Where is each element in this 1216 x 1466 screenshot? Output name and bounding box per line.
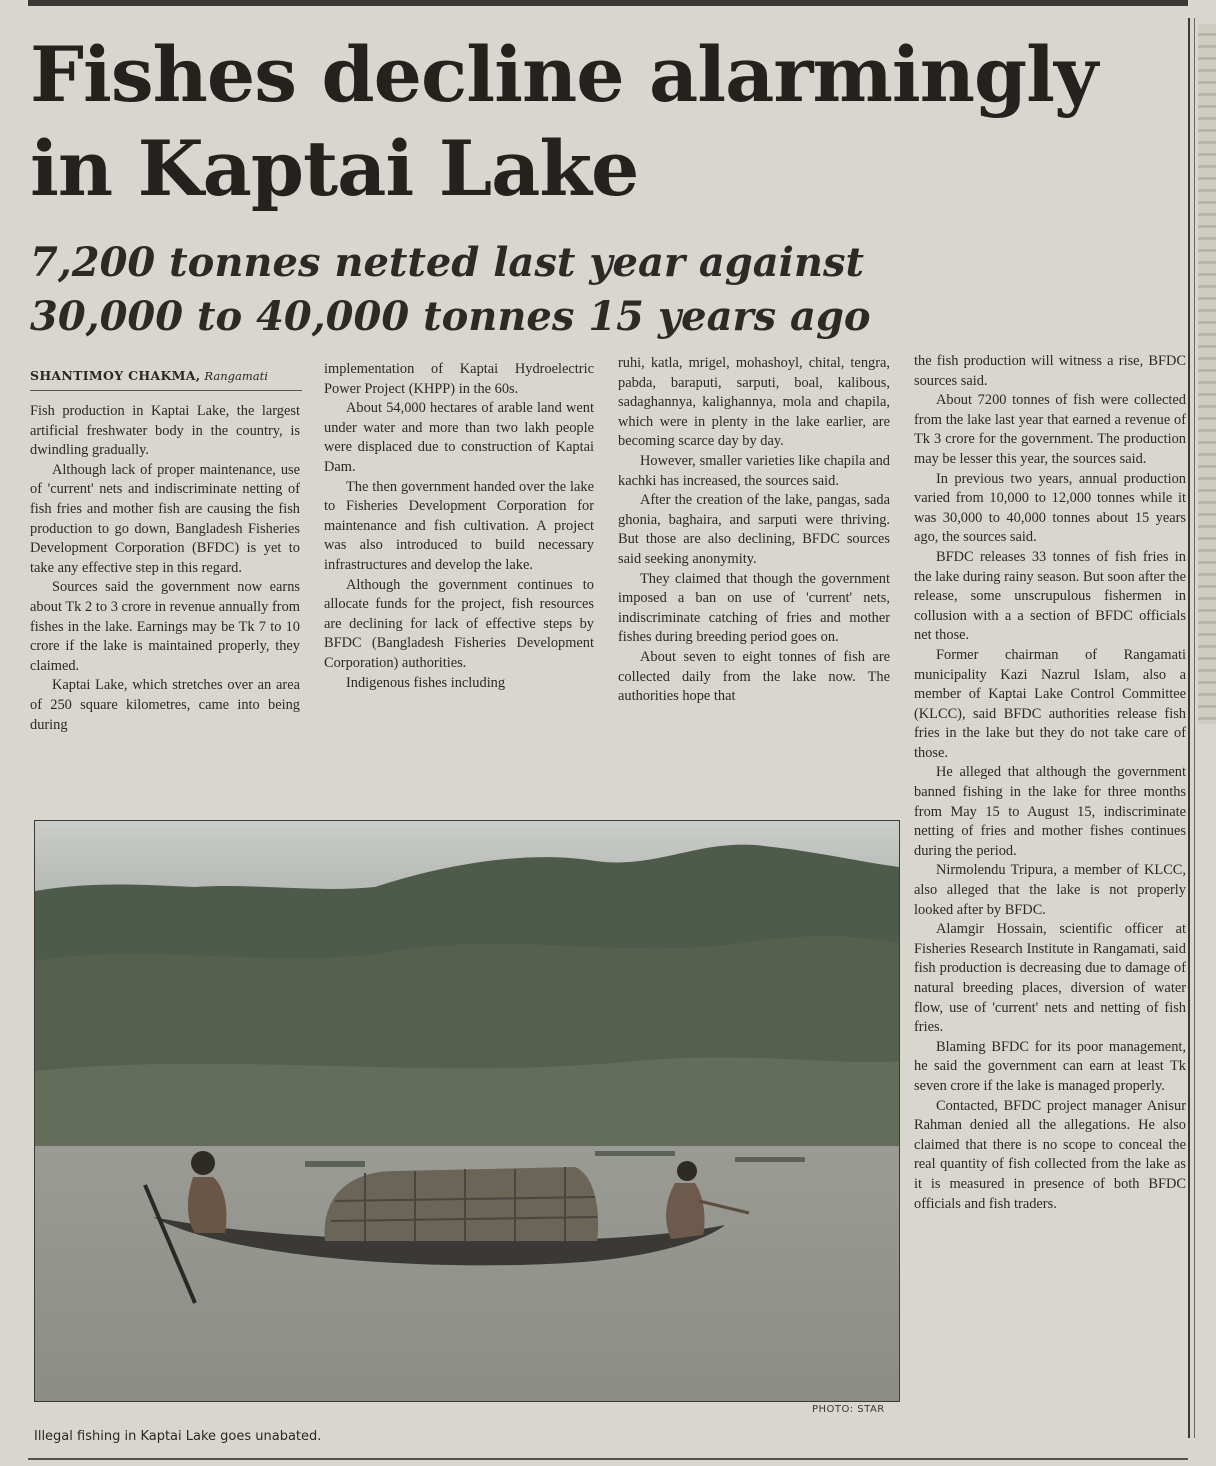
byline-location: Rangamati	[204, 369, 268, 383]
paragraph: Contacted, BFDC project manager Anisur Rahman denied all the allegations. He also claimed that there is no scope to conceal the real quantity of fish collected from the lake as it is measured in presence of both BFDC officials and fish traders.	[914, 1097, 1186, 1212]
article-column-2	[324, 360, 594, 693]
news-photo	[34, 820, 900, 1402]
byline-author: SHANTIMOY CHAKMA,	[30, 368, 201, 383]
article-column-3	[618, 354, 890, 707]
byline	[30, 366, 302, 391]
paragraph: After the creation of the lake, pangas, sada ghonia, baghaira, and sarputi were thriving. But those are also declining, BFDC sources said seeking anonymity.	[618, 492, 890, 567]
article-column-1	[30, 402, 300, 735]
paragraph: Although lack of proper maintenance, use of 'current' nets and indiscriminate netting of fish fries and mother fish are causing the fish production to go down, Bangladesh Fisheries Development Corporation (BFDC) is yet to take any effective step in this regard.	[30, 461, 300, 576]
paragraph: BFDC releases 33 tonnes of fish fries in the lake during rainy season. But soon after the release, some unscrupulous fishermen in collusion with a a section of BFDC officials net those.	[914, 548, 1186, 644]
paragraph: Fish production in Kaptai Lake, the largest artificial freshwater body in the country, is dwindling gradually.	[30, 403, 300, 459]
paragraph: About 7200 tonnes of fish were collected from the lake last year that earned a revenue of Tk 3 crore for the government. The production may be lesser this year, the sources said.	[914, 392, 1186, 467]
paragraph: the fish production will witness a rise, BFDC sources said.	[914, 353, 1186, 389]
paragraph: About seven to eight tonnes of fish are collected daily from the lake now. The authorities hope that	[618, 648, 890, 705]
paragraph: Sources said the government now earns about Tk 2 to 3 crore in revenue annually from fishes in the lake. Earnings may be Tk 7 to 10 crore if the lake is maintained properly, they claimed.	[30, 579, 300, 674]
bottom-rule	[28, 1458, 1188, 1460]
column-rule	[1188, 18, 1190, 1438]
paragraph: ruhi, katla, mrigel, mohashoyl, chital, tengra, pabda, baraputi, sarputi, boal, kalibous, sadaghannya, kalighannya, mola and chapila, which were in plenty in the lake earlier, are becoming scarce day by day.	[618, 355, 890, 450]
paragraph: Nirmolendu Tripura, a member of KLCC, also alleged that the lake is not properly looked after by BFDC.	[914, 862, 1186, 918]
top-rule	[28, 0, 1188, 6]
paragraph: In previous two years, annual production varied from 10,000 to 12,000 tonnes while it was 30,000 to 40,000 tonnes about 15 years ago, the sources said.	[914, 470, 1186, 546]
paragraph: Kaptai Lake, which stretches over an area of 250 square kilometres, came into being during	[30, 677, 300, 733]
paragraph: About 54,000 hectares of arable land went under water and more than two lakh people were displaced due to construction of Kaptai Dam.	[324, 400, 594, 475]
subheadline: 7,200 tonnes netted last year against 30,000 to 40,000 tonnes 15 years ago	[30, 239, 871, 340]
paragraph: Former chairman of Rangamati municipality Kazi Nazrul Islam, also a member of Kaptai Lake Control Committee (KLCC), said BFDC authorities release fish fries in the lake but they do not take care of those.	[914, 646, 1186, 761]
paragraph: He alleged that although the government banned fishing in the lake for three months from May 15 to August 15, indiscriminate netting of fries and mother fishes continues during the period.	[914, 764, 1186, 859]
photo-credit: PHOTO: STAR	[812, 1404, 885, 1415]
paragraph: implementation of Kaptai Hydroelectric Power Project (KHPP) in the 60s.	[324, 361, 594, 397]
headline: Fishes decline alarmingly in Kaptai Lake	[30, 30, 1098, 213]
adjacent-column-edge	[1198, 24, 1216, 724]
article-column-4	[914, 352, 1186, 1214]
paragraph: Alamgir Hossain, scientific officer at Fisheries Research Institute in Rangamati, said fish production is decreasing due to damage of natural breeding places, diversion of water flow, use of 'current' nets and netting of fish fries.	[914, 921, 1186, 1036]
paragraph: Indigenous fishes including	[346, 674, 506, 691]
paragraph: However, smaller varieties like chapila and kachki has increased, the sources said.	[618, 452, 890, 489]
paragraph: They claimed that though the government imposed a ban on use of 'current' nets, indiscriminate catching of fries and mother fishes during breeding period goes on.	[618, 570, 890, 646]
lake-boat-scene	[35, 821, 899, 1401]
fisherman-right	[666, 1183, 705, 1239]
paragraph: Blaming BFDC for its poor management, he said the government can earn at least Tk seven crore if the lake is managed properly.	[914, 1038, 1186, 1094]
paragraph: The then government handed over the lake to Fisheries Development Corporation for maintenance and fish cultivation. A project was also introduced to build necessary infrastructures and develop the lake.	[324, 478, 594, 573]
paragraph: Although the government continues to allocate funds for the project, fish resources are declining for lack of effective steps by BFDC (Bangladesh Fisheries Development Corporation) authorities.	[324, 576, 594, 671]
column-rule-secondary	[1194, 18, 1195, 1438]
photo-caption: Illegal fishing in Kaptai Lake goes unabated.	[34, 1429, 322, 1444]
